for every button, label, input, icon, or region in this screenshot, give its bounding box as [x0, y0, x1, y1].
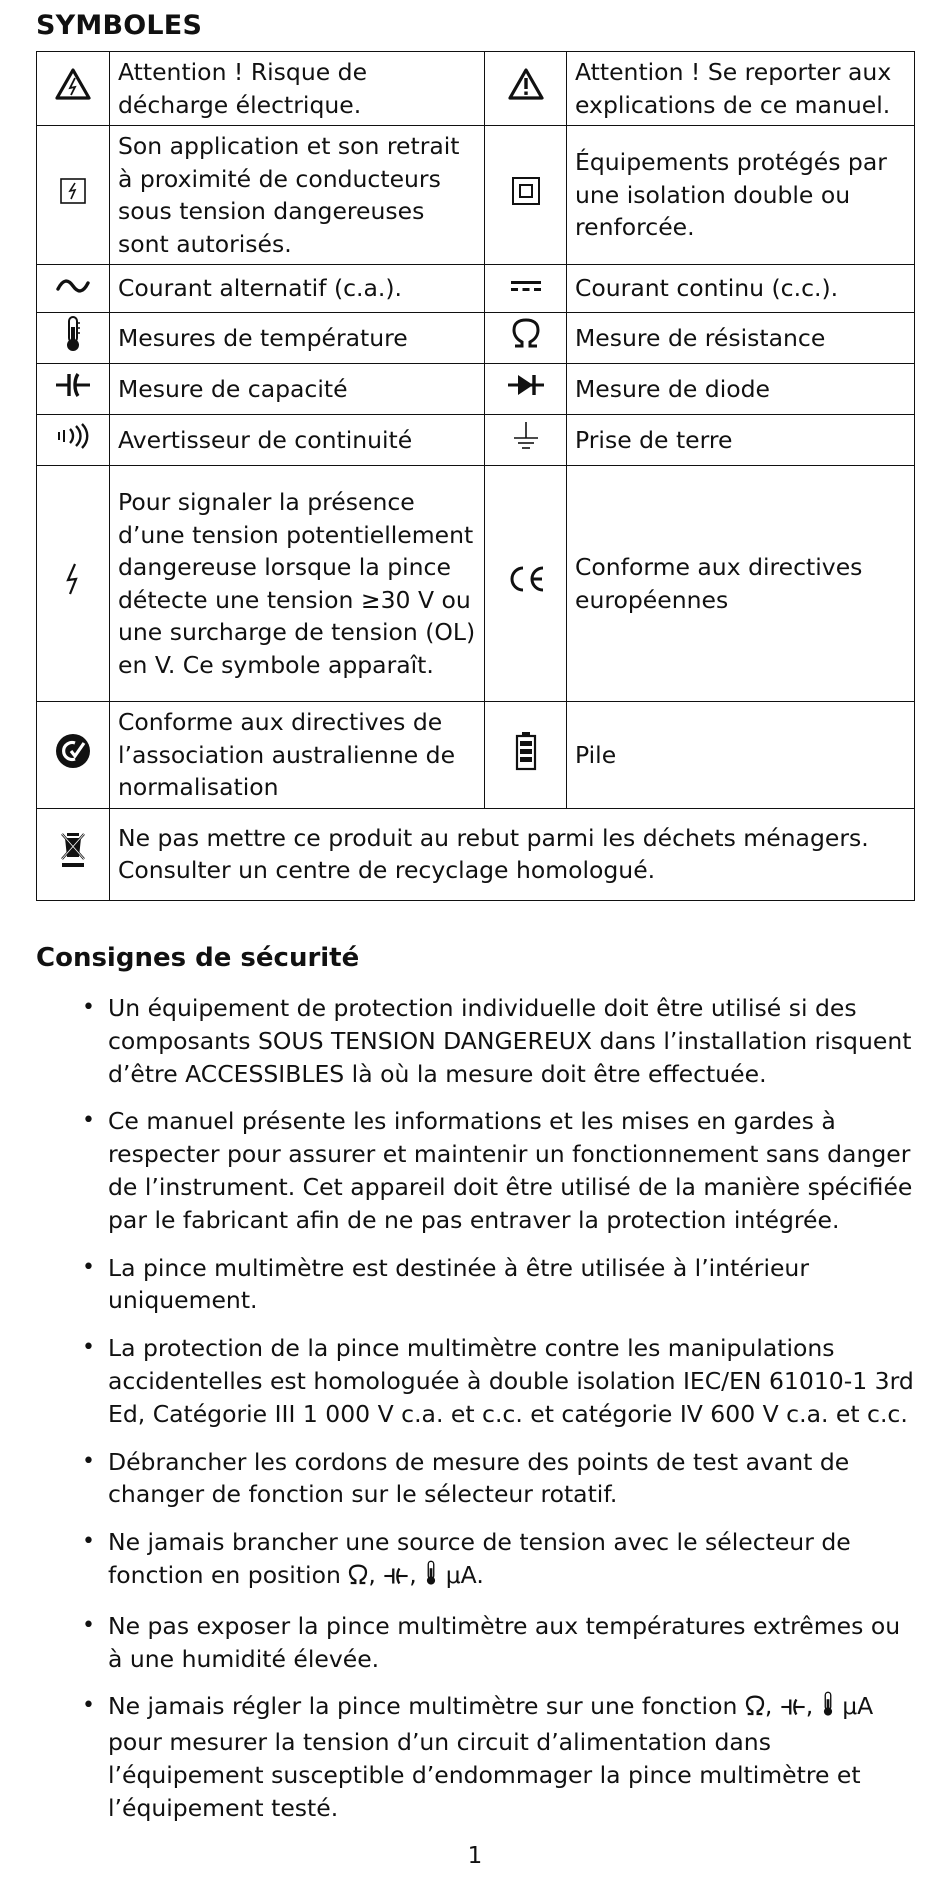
- list-item: [36, 1526, 916, 1595]
- ac-icon: [55, 276, 91, 296]
- ohm-icon: [511, 318, 541, 350]
- symbol-description: Conforme aux directives de l’association australienne de normalisation: [110, 702, 485, 809]
- bullet: •: [82, 1335, 95, 1361]
- capacitor-icon: [780, 1693, 806, 1726]
- thermometer-icon: [63, 315, 83, 353]
- list-item-text: La protection de la pince multimètre contre les manipulations accidentelles est homologuée à double isolation IEC/EN 61010-1 3rd Ed, Catégorie III 1 000 V c.a. et c.c. et catégorie IV 600 V c.a. et c.c.: [108, 1334, 914, 1428]
- bullet: •: [82, 1612, 95, 1638]
- list-item-text: Ne jamais brancher une source de tension avec le sélecteur de fonction en position: [108, 1528, 851, 1589]
- table-row: [37, 702, 915, 809]
- symbol-description: Avertisseur de continuité: [110, 415, 485, 466]
- symbol-description: Courant continu (c.c.).: [567, 265, 915, 313]
- ground-icon: [511, 420, 541, 452]
- list-item-text: Ce manuel présente les informations et les mises en gardes à respecter pour assurer et maintenir un fonctionnement sans danger de l’instrument. Cet appareil doit être utilisé de la manière spécifiée par le fabricant afin de ne pas entraver la protection intégrée.: [108, 1107, 913, 1234]
- symbol-description: Mesures de température: [110, 313, 485, 364]
- bullet: •: [82, 1448, 95, 1474]
- list-item: [36, 1446, 916, 1512]
- diode-icon: [506, 372, 546, 398]
- separator: ,: [764, 1692, 780, 1721]
- capacitor-icon: [54, 371, 92, 399]
- double-insulation-icon: [509, 174, 543, 208]
- symbol-description: Pour signaler la présence d’une tension potentiellement dangereuse lorsque la pince détecte une tension ≥30 V ou une surcharge de tension (OL) en V. Ce symbole apparaît.: [110, 466, 485, 702]
- symbols-table: [36, 51, 915, 901]
- ohm-icon: [745, 1693, 765, 1726]
- list-item: [36, 1610, 916, 1676]
- list-item-text: Ne pas exposer la pince multimètre aux températures extrêmes ou à une humidité élevée.: [108, 1611, 901, 1673]
- list-item-text: La pince multimètre est destinée à être utilisée à l’intérieur uniquement.: [108, 1253, 809, 1315]
- list-item-text: Un équipement de protection individuelle doit être utilisé si des composants SOUS TENSION DANGEREUX dans l’installation risquent d’être ACCESSIBLES là où la mesure doit être effectuée.: [108, 994, 912, 1088]
- list-item-text: Débrancher les cordons de mesure des points de test avant de changer de fonction sur le sélecteur rotatif.: [108, 1447, 850, 1509]
- bullet: •: [82, 1693, 95, 1719]
- warning-icon: [507, 67, 545, 101]
- table-row: [37, 466, 915, 702]
- shock-warning-icon: [54, 67, 92, 101]
- symbol-description: Ne pas mettre ce produit au rebut parmi les déchets ménagers. Consulter un centre de recyclage homologué.: [110, 808, 915, 900]
- symbol-description: Mesure de capacité: [110, 364, 485, 415]
- symbol-description: Prise de terre: [567, 415, 915, 466]
- continuity-beeper-icon: [55, 423, 91, 449]
- symbols-heading: SYMBOLES: [36, 10, 203, 41]
- separator: ,: [409, 1560, 425, 1589]
- list-item: [36, 1332, 916, 1430]
- page-number: 1: [467, 1843, 483, 1869]
- list-item: [36, 1105, 916, 1236]
- ce-mark-icon: [505, 564, 547, 594]
- safety-list: [36, 992, 916, 1840]
- weee-bin-icon: [59, 830, 87, 870]
- bullet: •: [82, 995, 95, 1020]
- c-tick-icon: [54, 732, 92, 770]
- safety-heading: Consignes de sécurité: [36, 943, 360, 973]
- list-item-text: μA pour mesurer la tension d’un circuit d’alimentation dans l’équipement susceptible d’endommager la pince multimètre et l’équipement testé.: [108, 1692, 874, 1822]
- thermometer-icon: [821, 1691, 835, 1726]
- bullet: •: [82, 1108, 95, 1134]
- symbol-description: Conforme aux directives européennes: [567, 466, 915, 702]
- table-row: [37, 808, 915, 900]
- symbol-description: Mesure de diode: [567, 364, 915, 415]
- ohm-icon: [348, 1562, 368, 1595]
- bullet: •: [82, 1529, 95, 1555]
- dc-icon: [508, 276, 544, 296]
- symbol-description: Pile: [567, 702, 915, 809]
- list-item-text: μA.: [438, 1560, 484, 1589]
- symbol-description: Son application et son retrait à proximité de conducteurs sous tension dangereuses sont autorisés.: [110, 126, 485, 265]
- table-row: [37, 265, 915, 313]
- list-item: [36, 1690, 916, 1824]
- table-row: [37, 364, 915, 415]
- thermometer-icon: [424, 1560, 438, 1595]
- list-item: [36, 1252, 916, 1318]
- symbol-description: Attention ! Se reporter aux explications de ce manuel.: [567, 52, 915, 126]
- symbol-description: Attention ! Risque de décharge électrique.: [110, 52, 485, 126]
- symbol-description: Équipements protégés par une isolation double ou renforcée.: [567, 126, 915, 265]
- live-conductor-icon: [56, 174, 90, 208]
- table-row: [37, 313, 915, 364]
- battery-icon: [514, 731, 538, 771]
- capacitor-icon: [383, 1562, 409, 1595]
- table-row: [37, 126, 915, 265]
- separator: ,: [368, 1560, 384, 1589]
- lightning-icon: [64, 562, 82, 596]
- symbol-description: Courant alternatif (c.a.).: [110, 265, 485, 313]
- table-row: [37, 52, 915, 126]
- list-item-text: Ne jamais régler la pince multimètre sur une fonction: [108, 1692, 745, 1721]
- symbol-description: Mesure de résistance: [567, 313, 915, 364]
- separator: ,: [805, 1692, 821, 1721]
- table-row: [37, 415, 915, 466]
- list-item: [36, 992, 916, 1090]
- bullet: •: [82, 1254, 95, 1280]
